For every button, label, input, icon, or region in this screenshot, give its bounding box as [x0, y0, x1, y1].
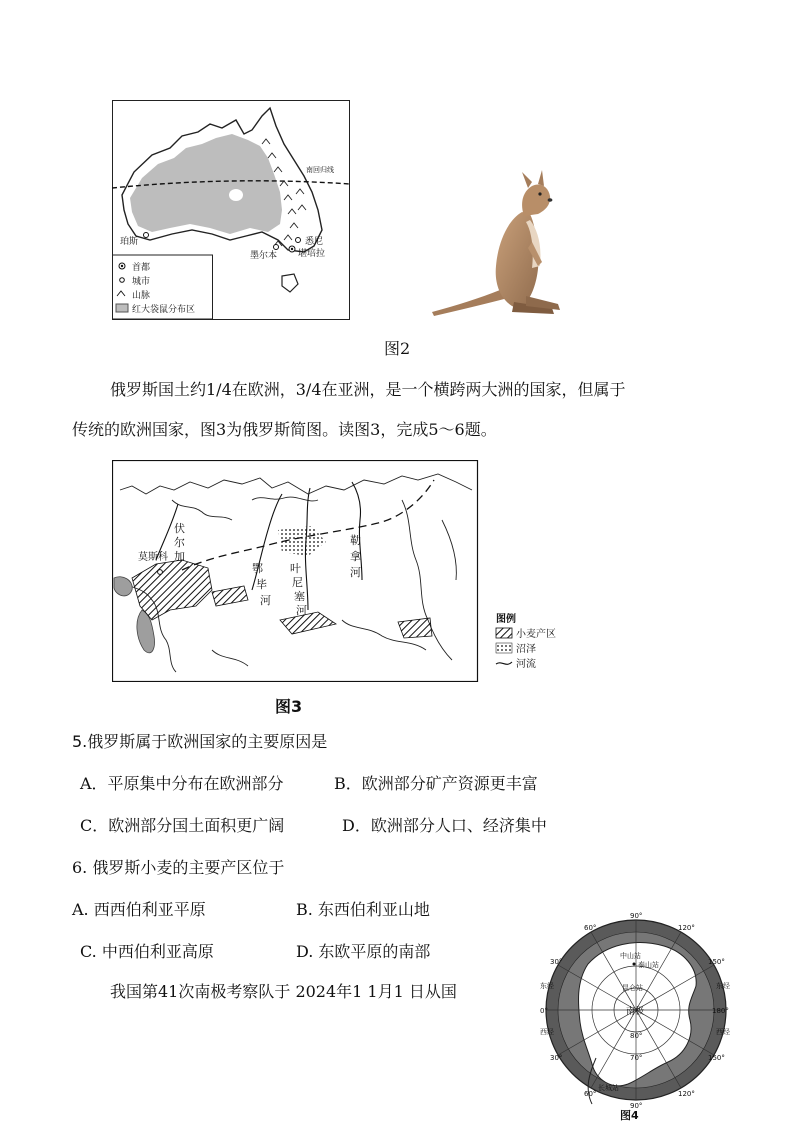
q6-option-c[interactable]: C. 中西伯利亚高原: [80, 942, 214, 961]
melbourne-city-marker: [274, 245, 279, 250]
q6-option-d[interactable]: D. 东欧平原的南部: [296, 942, 431, 961]
east-lon-label: 东经: [540, 982, 554, 990]
legend-wheat: 小麦产区: [516, 629, 556, 640]
volga-label-3: 加: [174, 550, 185, 563]
ob-label-1: 鄂: [252, 562, 263, 575]
lat80-label: 80°: [630, 1032, 643, 1040]
ob-label-2: 毕: [256, 578, 267, 591]
figure-4-caption: 图4: [620, 1109, 639, 1122]
lat70-label: 70°: [630, 1054, 643, 1062]
intro-line-2: 传统的欧洲国家，图3为俄罗斯简图。读图3，完成5～6题。: [72, 420, 497, 439]
perth-label: 珀斯: [120, 237, 139, 247]
legend-river: 河流: [516, 659, 536, 670]
figure-3-russia-map: [112, 460, 582, 682]
volga-label-1: 伏: [174, 522, 185, 535]
legend-kangaroo-area: 红大袋鼠分布区: [132, 305, 196, 315]
perth-city-marker: [144, 233, 149, 238]
deg60-bottom: 60°: [584, 1090, 597, 1098]
ob-label-3: 河: [260, 594, 271, 607]
australia-map-svg: [112, 100, 350, 320]
west-lon-label-right: 西经: [716, 1028, 730, 1036]
deg60-left: 60°: [584, 924, 597, 932]
kangaroo-image: [430, 170, 565, 320]
q5-stem: 5.俄罗斯属于欧洲国家的主要原因是: [72, 732, 328, 751]
figure-2-australia-map: [112, 100, 350, 320]
wheat-area-far-east: [398, 618, 432, 638]
lena-label-2: 拿: [350, 550, 361, 563]
tropic-label: 南回归线: [306, 166, 334, 174]
q6-option-b[interactable]: B. 东西伯利亚山地: [296, 900, 430, 919]
deg30-lower-left: 30°: [550, 1054, 563, 1062]
legend-swamp: 沼泽: [516, 644, 536, 655]
deg90-bottom: 90°: [630, 1102, 643, 1110]
zhongshan-station-label: 中山站: [620, 952, 641, 960]
deg90-top: 90°: [630, 912, 643, 920]
q6-option-a[interactable]: A. 西西伯利亚平原: [72, 900, 206, 919]
deg0-label: 0°: [540, 1007, 548, 1015]
greatwall-station-label: 长城站: [598, 1084, 619, 1092]
west-lon-label: 西经: [540, 1028, 554, 1036]
sydney-label: 悉尼: [305, 237, 324, 247]
south-pole-label: 南极: [626, 1007, 645, 1017]
fig3-legend-title: 图例: [496, 614, 516, 625]
kunlun-station-label: 昆仑站: [622, 984, 643, 992]
deg150-lower-right: 150°: [708, 1054, 725, 1062]
q5-option-a[interactable]: A．平原集中分布在欧洲部分: [80, 774, 284, 793]
intro-line-1: 俄罗斯国土约1/4在欧洲，3/4在亚洲，是一个横跨两大洲的国家，但属于: [110, 380, 626, 399]
intro-antarctic: 我国第41次南极考察队于 2024年1 1月1 日从国: [110, 982, 457, 1001]
taishan-station-label: 泰山站: [638, 961, 659, 969]
deg150-right: 150°: [708, 958, 725, 966]
q5-option-c[interactable]: C．欧洲部分国土面积更广阔: [80, 816, 285, 835]
q5-option-b[interactable]: B．欧洲部分矿产资源更丰富: [334, 774, 538, 793]
legend-city: 城市: [132, 277, 151, 287]
deg180-label: 180°: [712, 1007, 729, 1015]
deg120-right: 120°: [678, 924, 695, 932]
legend-mountain: 山脉: [132, 291, 151, 301]
yenisei-label-3: 塞: [294, 590, 305, 603]
lena-label-1: 勒: [350, 534, 361, 547]
figure-4-antarctica-map: [536, 908, 736, 1123]
yenisei-label-4: 河: [296, 604, 307, 617]
canberra-label: 堪培拉: [298, 249, 326, 259]
figure-3-caption: 图3: [275, 697, 303, 716]
volga-label-2: 尔: [174, 536, 185, 549]
q5-option-d[interactable]: D．欧洲部分人口、经济集中: [342, 816, 547, 835]
sydney-city-marker: [296, 238, 301, 243]
figure-2-caption: 图2: [384, 339, 411, 358]
deg30-left: 30°: [550, 958, 563, 966]
q6-stem: 6. 俄罗斯小麦的主要产区位于: [72, 858, 285, 877]
east-lon-label-right: 东经: [716, 982, 730, 990]
yenisei-label-2: 尼: [292, 576, 303, 589]
yenisei-label-1: 叶: [290, 562, 301, 575]
deg120-bottom: 120°: [678, 1090, 695, 1098]
moscow-label: 莫斯科: [138, 552, 168, 563]
melbourne-label: 墨尔本: [250, 251, 278, 261]
legend-capital: 首都: [132, 263, 151, 273]
lena-label-3: 河: [350, 566, 361, 579]
desert-blank-area: [229, 189, 243, 201]
